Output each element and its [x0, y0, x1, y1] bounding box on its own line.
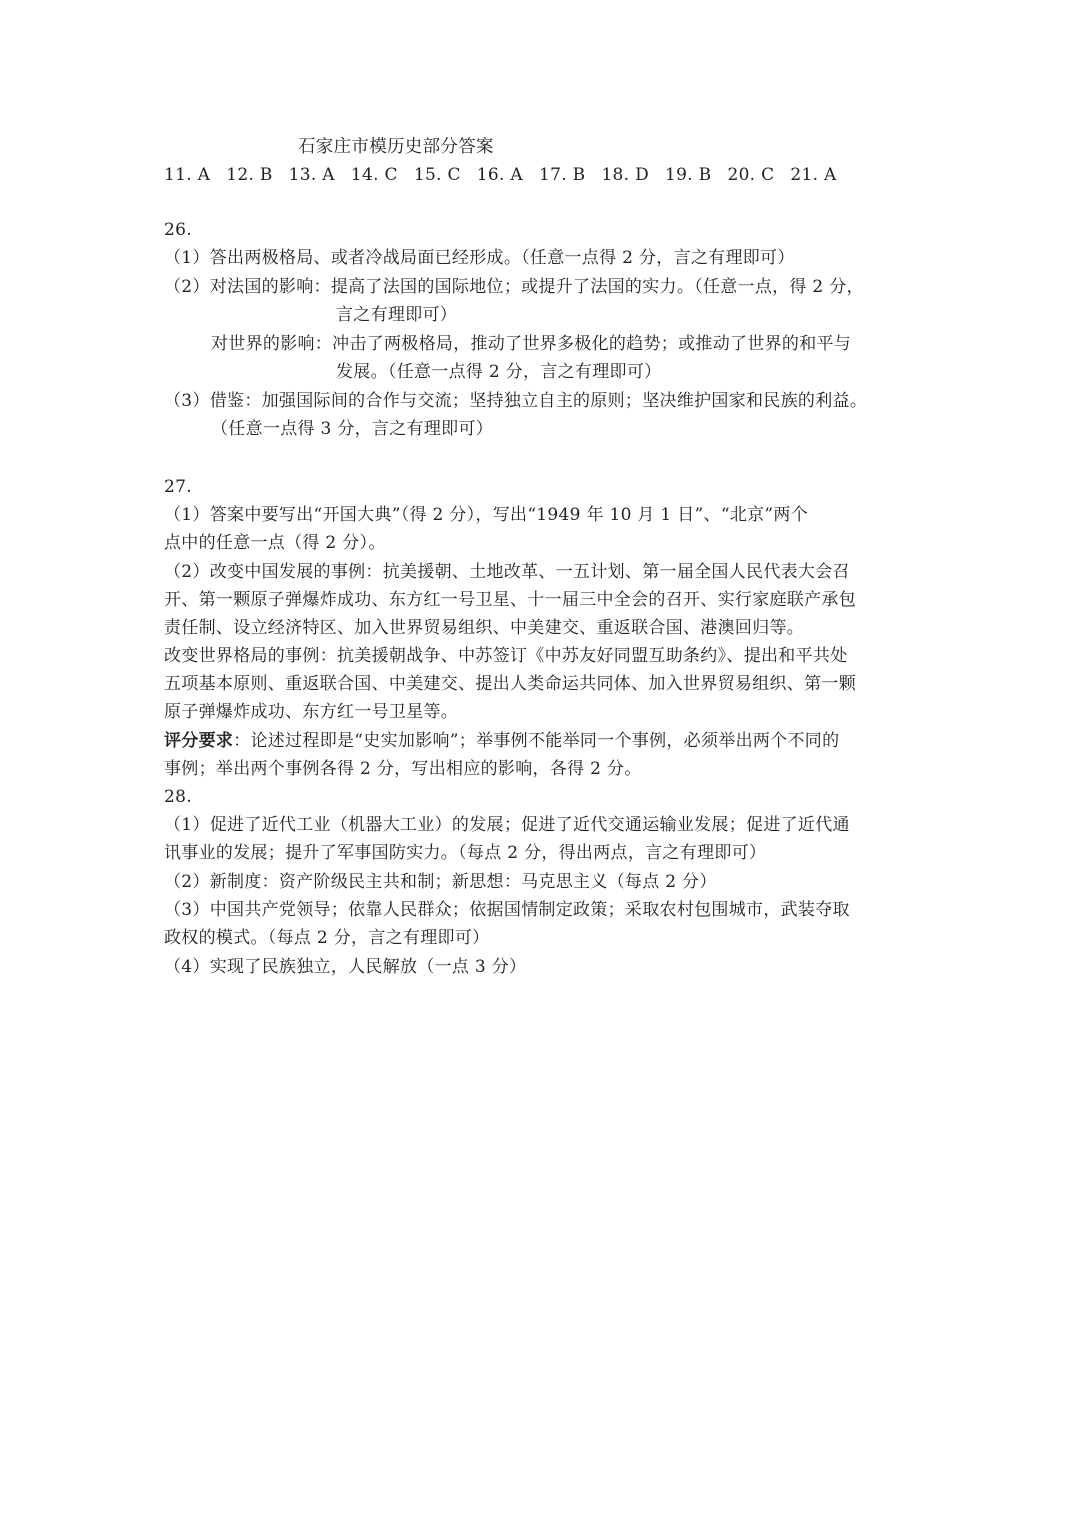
choice-answer: 16. A	[476, 165, 523, 185]
q27-part2-line4: 改变世界格局的事例：抗美援朝战争、中苏签订《中苏友好同盟互助条约》、提出和平共处	[164, 646, 848, 666]
q26-part2-line1: （2）对法国的影响：提高了法国的国际地位；或提升了法国的实力。（任意一点，得 2 分，	[164, 277, 864, 297]
choice-answers-row	[164, 165, 853, 185]
q28-part3-line1: （3）中国共产党领导；依靠人民群众；依据国情制定政策；采取农村包围城市，武装夺取	[164, 900, 850, 920]
choice-answer: 13. A	[288, 165, 335, 185]
choice-answer: 11. A	[164, 165, 211, 185]
page-title: 石家庄市模历史部分答案	[298, 137, 494, 157]
q26-part2-line4: 发展。（任意一点得 2 分，言之有理即可）	[336, 362, 662, 382]
choice-answer: 14. C	[350, 165, 398, 185]
q27-part2-line2: 开、第一颗原子弹爆炸成功、东方红一号卫星、十一届三中全会的召开、实行家庭联产承包	[164, 590, 856, 610]
choice-answer: 21. A	[790, 165, 837, 185]
q26-part2-line3: 对世界的影响：冲击了两极格局，推动了世界多极化的趋势；或推动了世界的和平与	[211, 334, 852, 354]
q27-number: 27.	[164, 477, 192, 497]
choice-answer: 17. B	[539, 165, 586, 185]
q26-part1: （1）答出两极格局、或者冷战局面已经形成。（任意一点得 2 分，言之有理即可）	[164, 248, 795, 268]
q27-part2-line1: （2）改变中国发展的事例：抗美援朝、土地改革、一五计划、第一届全国人民代表大会召	[164, 562, 850, 582]
choice-answer: 20. C	[727, 165, 775, 185]
q28-part1-line1: （1）促进了近代工业（机器大工业）的发展；促进了近代交通运输业发展；促进了近代通	[164, 815, 850, 835]
q27-part1-line2: 点中的任意一点（得 2 分）。	[164, 533, 386, 553]
scoring-label: 评分要求	[164, 731, 234, 751]
q27-part1-line1: （1）答案中要写出“开国大典”（得 2 分），写出“1949 年 10 月 1 日”、“北京”两个	[164, 505, 809, 525]
q27-scoring-line1	[164, 731, 839, 751]
choice-answer: 19. B	[665, 165, 712, 185]
q28-part4: （4）实现了民族独立，人民解放（一点 3 分）	[164, 957, 527, 977]
choice-answer: 12. B	[226, 165, 273, 185]
q27-part2-line3: 责任制、设立经济特区、加入世界贸易组织、中美建交、重返联合国、港澳回归等。	[164, 618, 805, 638]
q27-part2-line6: 原子弹爆炸成功、东方红一号卫星等。	[164, 702, 459, 722]
choice-answer: 15. C	[413, 165, 461, 185]
q28-part1-line2: 讯事业的发展；提升了军事国防实力。（每点 2 分，得出两点，言之有理即可）	[164, 843, 767, 863]
scoring-text: ：论述过程即是“史实加影响”；举事例不能举同一个事例，必须举出两个不同的	[233, 731, 840, 751]
q27-part2-line5: 五项基本原则、重返联合国、中美建交、提出人类命运共同体、加入世界贸易组织、第一颗	[164, 674, 856, 694]
q26-number: 26.	[164, 220, 192, 240]
choice-answer: 18. D	[601, 165, 650, 185]
q28-number: 28.	[164, 787, 192, 807]
q26-part3-line1: （3）借鉴：加强国际间的合作与交流；坚持独立自主的原则；坚决维护国家和民族的利益。	[164, 391, 868, 411]
q27-scoring-line2: 事例；举出两个事例各得 2 分，写出相应的影响，各得 2 分。	[164, 759, 642, 779]
q28-part2: （2）新制度：资产阶级民主共和制；新思想：马克思主义（每点 2 分）	[164, 872, 717, 892]
q26-part2-line2: 言之有理即可）	[336, 305, 458, 325]
q26-part3-line2: （任意一点得 3 分，言之有理即可）	[211, 419, 494, 439]
q28-part3-line2: 政权的模式。（每点 2 分，言之有理即可）	[164, 928, 490, 948]
